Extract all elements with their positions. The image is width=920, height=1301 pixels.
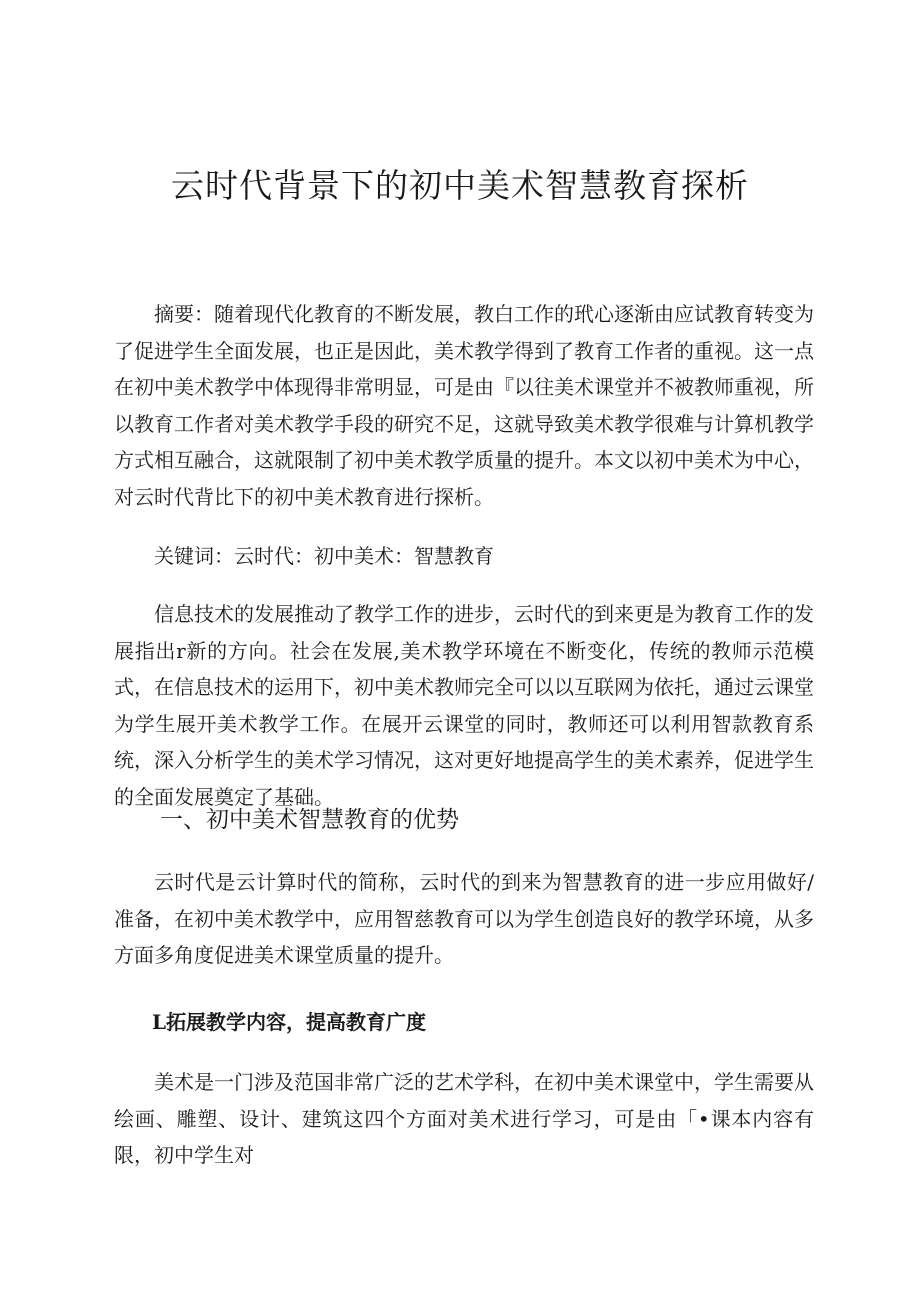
document-title: 云时代背景下的初中美术智慧教育探析 bbox=[171, 166, 749, 205]
subsection-heading: L拓展教学内容，提高教育广度 bbox=[152, 1010, 427, 1034]
section-paragraph: 云时代是云计算时代的简称，云时代的到来为智慧教育的进一步应用做好/准备，在初中美术教学中，应用智慈教育可以为学生创造良好的教学环境，从多方面多角度促进美术课堂质量的提升。 bbox=[114, 870, 814, 967]
intro-paragraph: 信息技术的发展推动了教学工作的进步，云时代的到来更是为教育工作的发展指出r新的方向。社会在发展,美术教学环境在不断变化，传统的教师示范模式，在信息技术的运用下，初中美术教师完全可以以互联网为依托，通过云课堂为学生展开美术教学工作。在展开云课堂的同时，教师还可以利用智款教育系统，深入分析学生的美术学习情况，这对更好地提高学生的美术素养，促进学生的全面发展奠定了基础。 bbox=[114, 602, 814, 809]
abstract-paragraph: 摘要：随着现代化教育的不断发展，教白工作的玳心逐渐由应试教育转变为了促进学生全面发展，也正是因此，美术教学得到了教育工作者的重视。这一点在初中美术教学中体现得非常明显，可是由『以往美术课堂并不被教师重视，所以教育工作者对美术教学手段的研究不足，这就导致美术教学很难与计算机教学方式相互融合，这就限制了初中美术教学质量的提升。本文以初中美术为中心，对云时代背比下的初中美术教育进行探析。 bbox=[114, 302, 814, 509]
keywords-line: 关键词：云时代：初中美术：智慧教育 bbox=[154, 544, 494, 568]
subsection-paragraph: 美术是一门涉及范国非常广泛的艺术学科，在初中美术课堂中，学生需要从绘画、雕塑、设计、建筑这四个方面对美术进行学习，可是由「•课本内容有限，初中学生对 bbox=[114, 1070, 814, 1167]
section-heading: 一、初中美术智慧教育的优势 bbox=[160, 807, 459, 833]
